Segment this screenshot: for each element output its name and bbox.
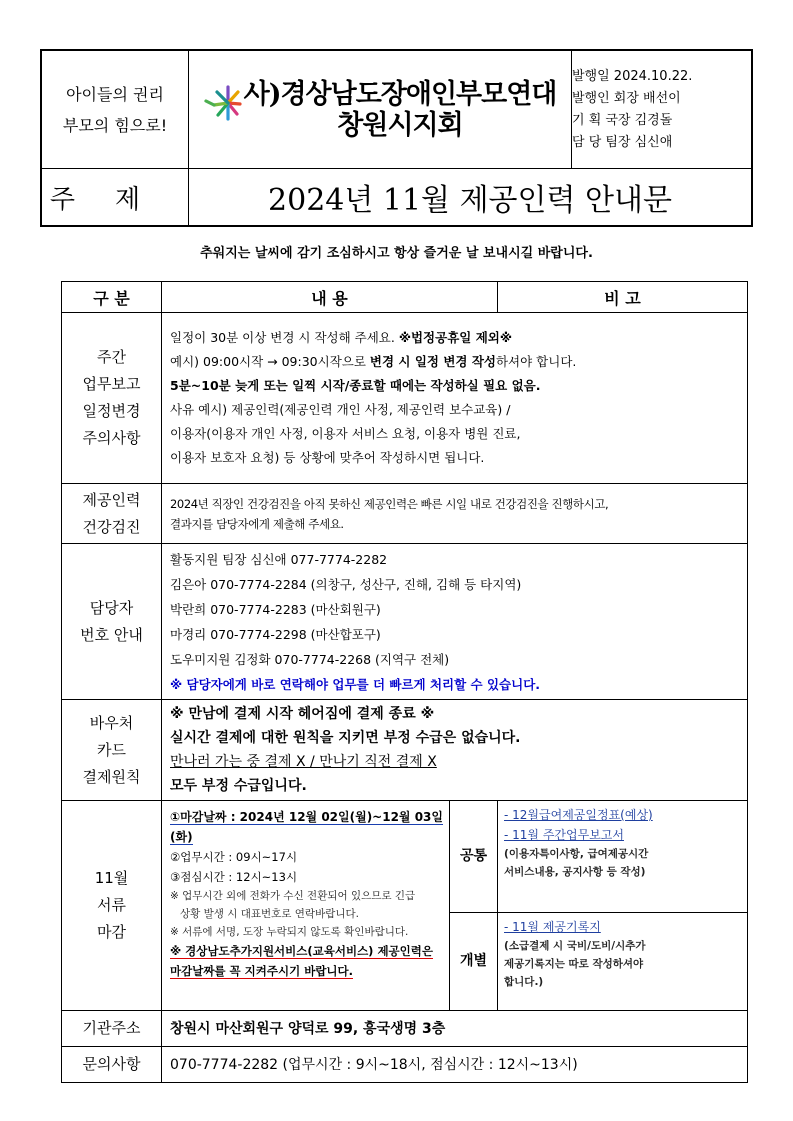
notice-table [61, 281, 748, 1083]
header-remarks: 비 고 [498, 282, 748, 313]
contact-line: 도우미지원 김정화 070-7774-2268 (지역구 전체) [170, 651, 450, 667]
weekly-report-content: 일정이 30분 이상 변경 시 작성해 주세요. ※법정공휴일 제외※ 예시) 09:00시작 → 09:30시작으로 변경 시 일정 변경 작성하셔야 합니다. 5분~10분 늦게 또는 일찍 시작/종료할 때에는 작성하실 필요 없음. 사유 예시) 제공인력(제공인력 개인 사정, 제공인력 보수교육) / 이용자(이용자 개인 사정, 이용자 서비스 요청, 이용자 병원 진료, 이용자 보호자 요청) 등 상황에 맞추어 작성하시면 됩니다. [162, 313, 748, 484]
common-content: - 12월급여제공일정표(예상) - 11월 주간업무보고서 (이용자특이사항, 급여제공시간 서비스내용, 공지사항 등 작성) [498, 801, 748, 913]
slogan: 아이들의 권리 부모의 힘으로! [41, 50, 189, 169]
address-value: 창원시 마산회원구 양덕로 99, 흥국생명 3층 [162, 1011, 748, 1047]
individual-label: 개별 [450, 913, 498, 1011]
header-category: 구 분 [62, 282, 162, 313]
inquiry-label: 문의사항 [62, 1047, 162, 1083]
contacts-note: ※ 담당자에게 바로 연락해야 업무를 더 빠르게 처리할 수 있습니다. [170, 676, 541, 692]
greeting: 추워지는 날씨에 감기 조심하시고 항상 즐거운 날 보내시길 바랍니다. [200, 246, 593, 261]
contact-line: 마경리 070-7774-2298 (마산합포구) [170, 626, 381, 642]
health-checkup-content: 2024년 직장인 건강검진을 아직 못하신 제공인력은 빠른 시일 내로 건강검진을 진행하시고, 결과지를 담당자에게 제출해 주세요. [162, 484, 748, 544]
organization-name: 사)경상남도장애인부모연대 [243, 78, 557, 110]
deadline-content: ①마감날짜 : 2024년 12월 02일(월)~12월 03일(화) ②업무시간 : 09시~17시 ③점심시간 : 12시~13시 ※ 업무시간 외에 전화가 수신 전환되어 있으므로 긴급 상황 발생 시 대표번호로 연락바랍니다. ※ 서류에 서명, 도장 누락되지 않도록 확인바랍니다. ※ 경상남도추가지원서비스(교육서비스) 제공인력은 마감날짜를 꼭 지켜주시기 바랍니다. [162, 801, 450, 1011]
common-doc-link: - 12월급여제공일정표(예상) [504, 808, 653, 822]
deadline-label: 11월 서류 마감 [62, 801, 162, 1011]
contacts-content [162, 544, 748, 700]
individual-doc-link: - 11월 제공기록지 [504, 920, 601, 934]
contacts-label: 담당자 번호 안내 [62, 544, 162, 700]
health-checkup-label: 제공인력 건강검진 [62, 484, 162, 544]
individual-content: - 11월 제공기록지 (소급결제 시 국비/도비/시추가 제공기록지는 따로 작성하셔야 합니다.) [498, 913, 748, 1011]
voucher-label: 바우처 카드 결제원칙 [62, 700, 162, 801]
header-box [40, 49, 753, 227]
inquiry-value: 070-7774-2282 (업무시간 : 9시~18시, 점심시간 : 12시~13시) [162, 1047, 748, 1083]
header-content: 내 용 [162, 282, 498, 313]
contact-line: 박란희 070-7774-2283 (마산회원구) [170, 601, 381, 617]
organization-logo-icon [204, 83, 242, 123]
subject-title: 2024년 11월 제공인력 안내문 [189, 169, 753, 227]
contact-line: 활동지원 팀장 심신애 077-7774-2282 [170, 551, 388, 567]
organization-branch: 창원시지회 [337, 109, 463, 141]
voucher-content: ※ 만남에 결제 시작 헤어짐에 결제 종료 ※ 실시간 결제에 대한 원칙을 지키면 부정 수급은 없습니다. 만나러 가는 중 결제 X / 만나기 직전 결제 X 모두 부정 수급입니다. [162, 700, 748, 801]
contact-line: 김은아 070-7774-2284 (의창구, 성산구, 진해, 김해 등 타지역) [170, 576, 522, 592]
organization [189, 50, 572, 169]
common-label: 공통 [450, 801, 498, 913]
address-label: 기관주소 [62, 1011, 162, 1047]
publication-info: 발행일 2024.10.22. 발행인 회장 배선이 기 획 국장 김경돌 담 당 팀장 심신애 [572, 50, 753, 169]
common-doc-link: - 11월 주간업무보고서 [504, 828, 624, 842]
subject-label: 주제 [41, 169, 189, 227]
weekly-report-label: 주간 업무보고 일정변경 주의사항 [62, 313, 162, 484]
